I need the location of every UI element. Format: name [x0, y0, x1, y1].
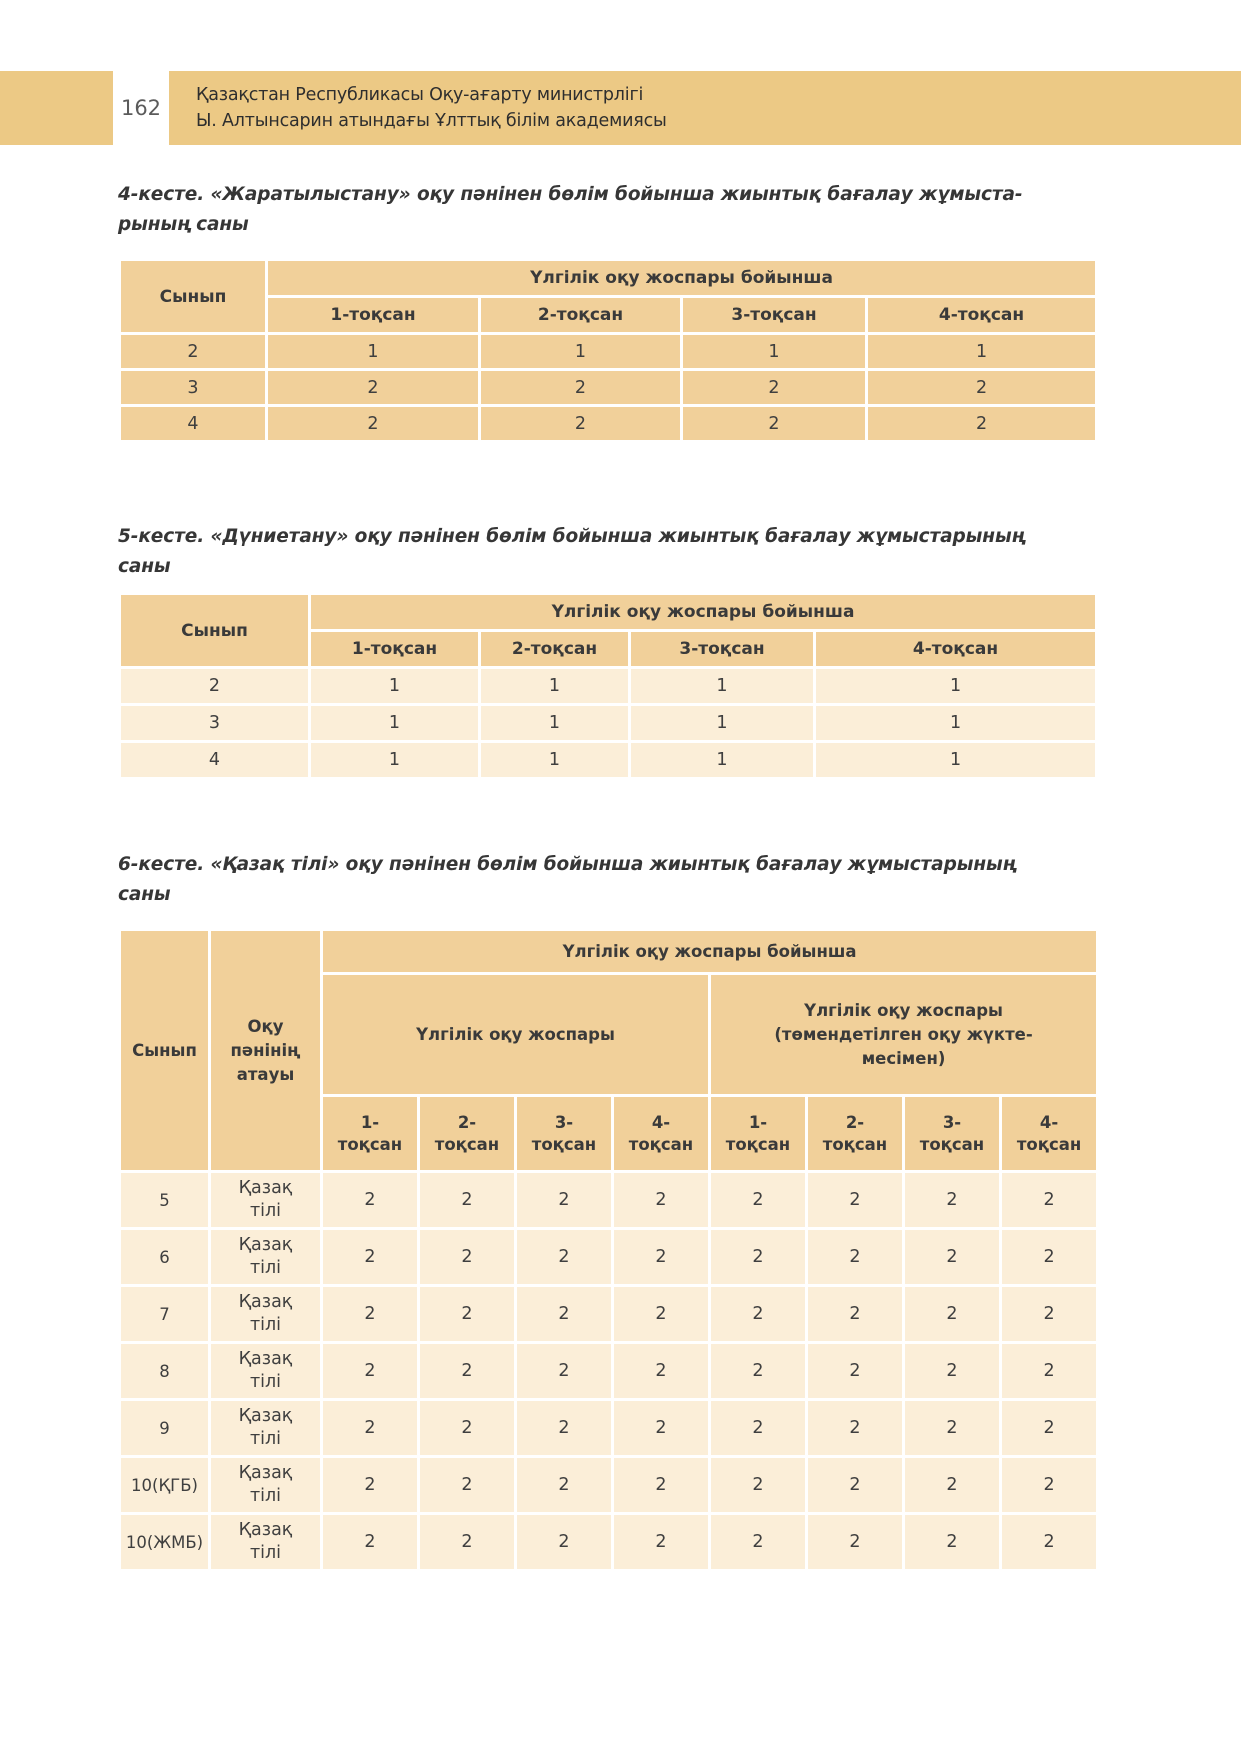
quarter-word: тоқсан: [434, 1134, 500, 1154]
table-row: [120, 1514, 1098, 1571]
corner-header: Сынып: [120, 260, 267, 334]
row-label-cell: 2: [120, 668, 310, 705]
table-4-title-line1: 4-кесте. «Жаратылыстану» оқу пәнінен бөлім бойынша жиынтық бағалау жұмыста-: [118, 184, 1023, 205]
header-line-2: Ы. Алтынсарин атындағы Ұлттық білім академиясы: [196, 111, 667, 131]
table-row: [120, 742, 1097, 779]
value-cell: 2: [267, 370, 480, 406]
value-cell: 2: [904, 1172, 1001, 1229]
table-row: [120, 1457, 1098, 1514]
table-5-title-line1: 5-кесте. «Дүниетану» оқу пәнінен бөлім бойынша жиынтық бағалау жұмыстарының: [118, 526, 1025, 547]
table-row: [120, 668, 1097, 705]
quarter-header: 2-тоқсан: [480, 631, 630, 668]
corner-header: Сынып: [120, 930, 210, 1172]
value-cell: 1: [682, 334, 867, 370]
quarter-header: 3-тоқсан: [682, 297, 867, 334]
quarter-word: тоқсан: [628, 1134, 694, 1154]
value-cell: 2: [904, 1229, 1001, 1286]
row-label-cell: 4: [120, 406, 267, 442]
subject-column-header: Оқу пәнінің атауы: [210, 930, 322, 1172]
table-5-header: [120, 594, 1097, 668]
value-cell: 2: [419, 1514, 516, 1571]
value-cell: 2: [419, 1343, 516, 1400]
value-cell: 2: [516, 1400, 613, 1457]
quarter-header: 4-тоқсан: [815, 631, 1097, 668]
value-cell: 2: [682, 370, 867, 406]
table-row: [120, 370, 1097, 406]
subgroup-header: Үлгілік оқу жоспары: [322, 974, 710, 1096]
value-cell: 2: [419, 1286, 516, 1343]
value-cell: 2: [807, 1286, 904, 1343]
table-row: [120, 1172, 1098, 1229]
quarter-header: 1-тоқсан: [267, 297, 480, 334]
quarter-num: 1-: [748, 1112, 768, 1132]
value-cell: 2: [1001, 1286, 1098, 1343]
value-cell: 1: [480, 334, 682, 370]
value-cell: 2: [1001, 1514, 1098, 1571]
value-cell: 2: [480, 370, 682, 406]
value-cell: 2: [1001, 1457, 1098, 1514]
row-label-cell: 9: [120, 1400, 210, 1457]
quarter-num: 2-: [457, 1112, 477, 1132]
value-cell: 2: [1001, 1229, 1098, 1286]
quarter-header: 2-тоқсан: [480, 297, 682, 334]
subject-cell: Қазақ тілі: [210, 1229, 322, 1286]
subject-cell: Қазақ тілі: [210, 1457, 322, 1514]
value-cell: 2: [516, 1514, 613, 1571]
table-4-body: [120, 334, 1097, 442]
quarter-header: [710, 1096, 807, 1172]
value-cell: 2: [516, 1343, 613, 1400]
page-number: [113, 71, 169, 145]
table-row: [120, 334, 1097, 370]
table-row: [120, 594, 1097, 631]
page-header-band: [0, 71, 1241, 145]
value-cell: 1: [480, 668, 630, 705]
value-cell: 1: [310, 742, 480, 779]
quarter-word: тоқсан: [725, 1134, 791, 1154]
table-6-title-line2: саны: [118, 884, 171, 905]
table-row: [120, 1286, 1098, 1343]
value-cell: 2: [807, 1514, 904, 1571]
value-cell: 2: [613, 1343, 710, 1400]
quarter-num: 3-: [942, 1112, 962, 1132]
group-header: Үлгілік оқу жоспары бойынша: [267, 260, 1097, 297]
row-label-cell: 6: [120, 1229, 210, 1286]
value-cell: 2: [516, 1172, 613, 1229]
value-cell: 2: [904, 1400, 1001, 1457]
value-cell: 2: [904, 1343, 1001, 1400]
quarter-header: 4-тоқсан: [867, 297, 1097, 334]
value-cell: 2: [1001, 1400, 1098, 1457]
value-cell: 2: [419, 1457, 516, 1514]
value-cell: 2: [516, 1286, 613, 1343]
value-cell: 2: [904, 1286, 1001, 1343]
value-cell: 1: [630, 742, 815, 779]
value-cell: 1: [815, 705, 1097, 742]
table-4-header: [120, 260, 1097, 334]
quarter-header: 1-тоқсан: [310, 631, 480, 668]
value-cell: 2: [710, 1514, 807, 1571]
value-cell: 2: [710, 1343, 807, 1400]
row-label-cell: 8: [120, 1343, 210, 1400]
header-line-1: Қазақстан Республикасы Оқу-ағарту министрлігі: [196, 85, 644, 105]
value-cell: 2: [516, 1457, 613, 1514]
value-cell: 2: [710, 1172, 807, 1229]
value-cell: 1: [815, 742, 1097, 779]
quarter-num: 3-: [554, 1112, 574, 1132]
value-cell: 1: [310, 705, 480, 742]
subgroup-header: [710, 974, 1098, 1096]
quarter-header: [613, 1096, 710, 1172]
value-cell: 2: [807, 1229, 904, 1286]
quarter-header: [322, 1096, 419, 1172]
quarter-num: 4-: [1039, 1112, 1059, 1132]
table-5: [118, 592, 1098, 780]
quarter-header: [1001, 1096, 1098, 1172]
value-cell: 2: [867, 370, 1097, 406]
value-cell: 2: [322, 1400, 419, 1457]
quarter-word: тоқсан: [822, 1134, 888, 1154]
row-label-cell: 2: [120, 334, 267, 370]
table-row: [120, 297, 1097, 334]
value-cell: 2: [322, 1286, 419, 1343]
value-cell: 2: [322, 1514, 419, 1571]
value-cell: 1: [630, 668, 815, 705]
group-header: Үлгілік оқу жоспары бойынша: [310, 594, 1097, 631]
value-cell: 1: [630, 705, 815, 742]
value-cell: 2: [322, 1172, 419, 1229]
value-cell: 2: [710, 1457, 807, 1514]
row-label-cell: 10(ҚГБ): [120, 1457, 210, 1514]
subgroup-line: (төмендетілген оқу жүкте-: [774, 1024, 1033, 1044]
value-cell: 2: [613, 1229, 710, 1286]
subject-cell: Қазақ тілі: [210, 1343, 322, 1400]
value-cell: 1: [310, 668, 480, 705]
value-cell: 2: [267, 406, 480, 442]
value-cell: 2: [480, 406, 682, 442]
quarter-num: 4-: [651, 1112, 671, 1132]
table-row: [120, 1229, 1098, 1286]
subject-cell: Қазақ тілі: [210, 1172, 322, 1229]
quarter-header: [419, 1096, 516, 1172]
value-cell: 2: [322, 1457, 419, 1514]
value-cell: 2: [710, 1229, 807, 1286]
subject-cell: Қазақ тілі: [210, 1286, 322, 1343]
value-cell: 2: [807, 1400, 904, 1457]
quarter-num: 2-: [845, 1112, 865, 1132]
value-cell: 2: [1001, 1172, 1098, 1229]
value-cell: 2: [613, 1286, 710, 1343]
table-5-title: [118, 522, 1108, 582]
row-label-cell: 3: [120, 705, 310, 742]
value-cell: 2: [867, 406, 1097, 442]
value-cell: 2: [807, 1172, 904, 1229]
value-cell: 2: [516, 1229, 613, 1286]
value-cell: 2: [613, 1400, 710, 1457]
value-cell: 2: [613, 1514, 710, 1571]
table-row: [120, 260, 1097, 297]
quarter-word: тоқсан: [1016, 1134, 1082, 1154]
row-label-cell: 4: [120, 742, 310, 779]
quarter-header: [904, 1096, 1001, 1172]
value-cell: 2: [322, 1343, 419, 1400]
value-cell: 2: [682, 406, 867, 442]
value-cell: 2: [419, 1172, 516, 1229]
value-cell: 2: [322, 1229, 419, 1286]
subject-cell: Қазақ тілі: [210, 1400, 322, 1457]
value-cell: 2: [807, 1457, 904, 1514]
table-row: [120, 930, 1098, 974]
table-6-title-line1: 6-кесте. «Қазақ тілі» оқу пәнінен бөлім бойынша жиынтық бағалау жұмыстарының: [118, 854, 1016, 875]
group-header: Үлгілік оқу жоспары бойынша: [322, 930, 1098, 974]
value-cell: 2: [904, 1457, 1001, 1514]
value-cell: 1: [815, 668, 1097, 705]
value-cell: 2: [1001, 1343, 1098, 1400]
table-4-title-line2: рының саны: [118, 214, 249, 235]
subject-cell: Қазақ тілі: [210, 1514, 322, 1571]
table-6: [118, 928, 1099, 1572]
value-cell: 2: [807, 1343, 904, 1400]
table-row: [120, 1343, 1098, 1400]
value-cell: 1: [480, 742, 630, 779]
header-text: [196, 82, 667, 134]
value-cell: 2: [419, 1400, 516, 1457]
value-cell: 2: [613, 1172, 710, 1229]
page-number-text: 162: [120, 96, 162, 120]
value-cell: 2: [710, 1400, 807, 1457]
table-row: [120, 1400, 1098, 1457]
table-5-title-line2: саны: [118, 556, 171, 577]
row-label-cell: 7: [120, 1286, 210, 1343]
value-cell: 2: [613, 1457, 710, 1514]
value-cell: 2: [904, 1514, 1001, 1571]
corner-header: Сынып: [120, 594, 310, 668]
quarter-num: 1-: [360, 1112, 380, 1132]
table-4-title: [118, 180, 1108, 240]
table-6-body: [120, 1172, 1098, 1571]
table-5-body: [120, 668, 1097, 779]
value-cell: 1: [480, 705, 630, 742]
quarter-header: [807, 1096, 904, 1172]
quarter-header: [516, 1096, 613, 1172]
table-6-title: [118, 850, 1108, 910]
quarter-word: тоқсан: [337, 1134, 403, 1154]
row-label-cell: 5: [120, 1172, 210, 1229]
table-row: [120, 406, 1097, 442]
row-label-cell: 10(ЖМБ): [120, 1514, 210, 1571]
table-4: [118, 258, 1098, 443]
row-label-cell: 3: [120, 370, 267, 406]
quarter-header: 3-тоқсан: [630, 631, 815, 668]
table-6-header: [120, 930, 1098, 1172]
table-row: [120, 705, 1097, 742]
value-cell: 1: [267, 334, 480, 370]
value-cell: 2: [710, 1286, 807, 1343]
subgroup-line: месімен): [861, 1048, 946, 1068]
quarter-word: тоқсан: [919, 1134, 985, 1154]
subgroup-line: Үлгілік оқу жоспары: [804, 1000, 1003, 1020]
quarter-word: тоқсан: [531, 1134, 597, 1154]
value-cell: 1: [867, 334, 1097, 370]
value-cell: 2: [419, 1229, 516, 1286]
